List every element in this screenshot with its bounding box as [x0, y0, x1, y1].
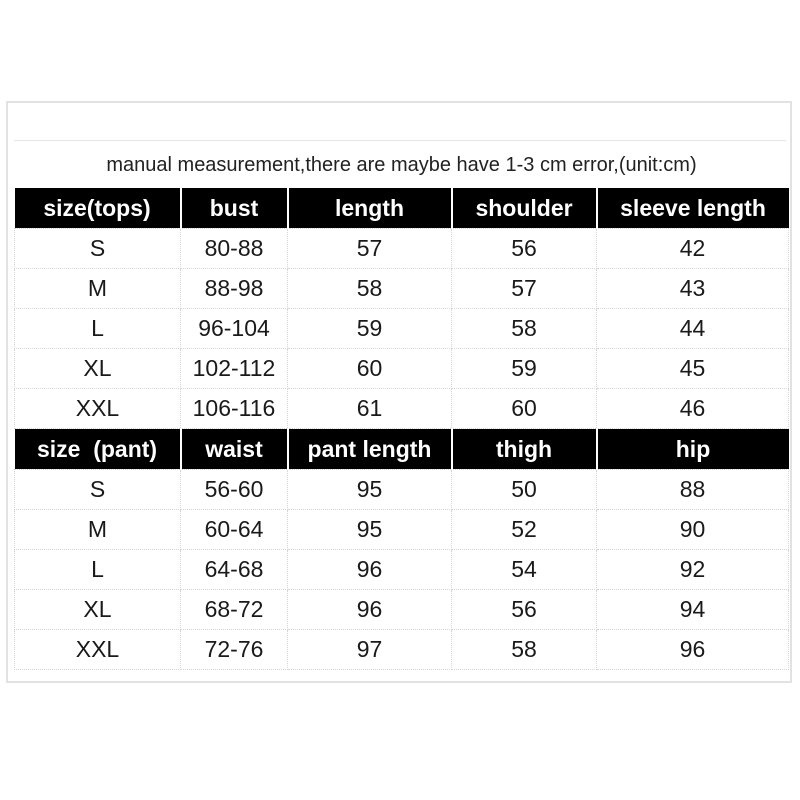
tops-header-bust: bust: [181, 188, 288, 229]
tops-cell-sleeve-length: 43: [597, 269, 789, 309]
pants-cell-pant-length: 96: [288, 550, 452, 590]
tops-cell-size: XL: [15, 349, 181, 389]
pants-row: [15, 630, 789, 670]
tops-row: [15, 389, 789, 429]
pants-cell-thigh: 50: [452, 470, 597, 510]
pants-cell-pant-length: 95: [288, 510, 452, 550]
pants-cell-hip: 88: [597, 470, 789, 510]
tops-cell-shoulder: 59: [452, 349, 597, 389]
pants-cell-waist: 68-72: [181, 590, 288, 630]
tops-cell-sleeve-length: 44: [597, 309, 789, 349]
tops-row: [15, 349, 789, 389]
tops-row: [15, 229, 789, 269]
pants-row: [15, 550, 789, 590]
tops-header-size: size(tops): [15, 188, 181, 229]
pants-cell-hip: 96: [597, 630, 789, 670]
pants-header-row: [15, 429, 789, 470]
pants-row: [15, 590, 789, 630]
divider: [14, 140, 786, 141]
pants-cell-thigh: 58: [452, 630, 597, 670]
pants-cell-size: S: [15, 470, 181, 510]
tops-cell-bust: 106-116: [181, 389, 288, 429]
pants-header-size: size (pant): [15, 429, 181, 470]
pants-cell-waist: 72-76: [181, 630, 288, 670]
tops-header-sleeve-length: sleeve length: [597, 188, 789, 229]
pants-cell-pant-length: 97: [288, 630, 452, 670]
tops-cell-length: 57: [288, 229, 452, 269]
pants-cell-size: XXL: [15, 630, 181, 670]
pants-header-pant-length: pant length: [288, 429, 452, 470]
pants-row: [15, 510, 789, 550]
tops-cell-shoulder: 56: [452, 229, 597, 269]
note-row: [15, 143, 789, 188]
tops-cell-sleeve-length: 42: [597, 229, 789, 269]
pants-header-hip: hip: [597, 429, 789, 470]
size-chart-table: [14, 143, 789, 670]
pants-cell-thigh: 56: [452, 590, 597, 630]
measurement-note: manual measurement,there are maybe have 1-3 cm error,(unit:cm): [106, 154, 697, 176]
pants-cell-thigh: 52: [452, 510, 597, 550]
pants-row: [15, 470, 789, 510]
pants-cell-size: M: [15, 510, 181, 550]
tops-cell-shoulder: 60: [452, 389, 597, 429]
pants-header-thigh: thigh: [452, 429, 597, 470]
pants-header-waist: waist: [181, 429, 288, 470]
tops-cell-bust: 102-112: [181, 349, 288, 389]
tops-cell-size: L: [15, 309, 181, 349]
tops-cell-bust: 88-98: [181, 269, 288, 309]
tops-cell-length: 60: [288, 349, 452, 389]
pants-cell-size: L: [15, 550, 181, 590]
pants-cell-hip: 92: [597, 550, 789, 590]
pants-cell-thigh: 54: [452, 550, 597, 590]
tops-cell-shoulder: 57: [452, 269, 597, 309]
pants-cell-pant-length: 96: [288, 590, 452, 630]
tops-cell-bust: 80-88: [181, 229, 288, 269]
tops-cell-size: XXL: [15, 389, 181, 429]
tops-header-length: length: [288, 188, 452, 229]
tops-cell-bust: 96-104: [181, 309, 288, 349]
pants-cell-hip: 90: [597, 510, 789, 550]
pants-cell-waist: 60-64: [181, 510, 288, 550]
tops-row: [15, 269, 789, 309]
tops-header-shoulder: shoulder: [452, 188, 597, 229]
tops-cell-sleeve-length: 45: [597, 349, 789, 389]
tops-cell-shoulder: 58: [452, 309, 597, 349]
tops-header-row: [15, 188, 789, 229]
tops-cell-size: M: [15, 269, 181, 309]
pants-cell-pant-length: 95: [288, 470, 452, 510]
pants-cell-hip: 94: [597, 590, 789, 630]
pants-cell-waist: 56-60: [181, 470, 288, 510]
tops-cell-length: 61: [288, 389, 452, 429]
pants-cell-size: XL: [15, 590, 181, 630]
tops-cell-sleeve-length: 46: [597, 389, 789, 429]
pants-cell-waist: 64-68: [181, 550, 288, 590]
tops-row: [15, 309, 789, 349]
tops-cell-length: 59: [288, 309, 452, 349]
tops-cell-size: S: [15, 229, 181, 269]
tops-cell-length: 58: [288, 269, 452, 309]
